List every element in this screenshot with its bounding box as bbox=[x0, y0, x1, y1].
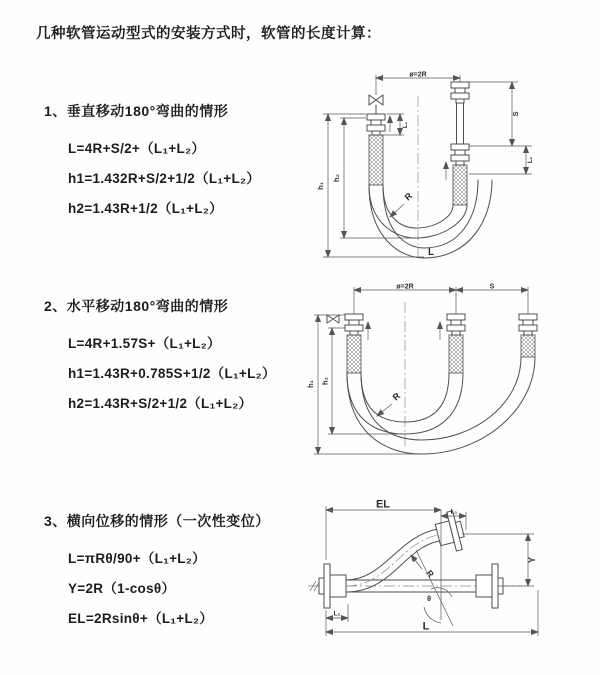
dim-label-h1: h₁ bbox=[316, 182, 325, 190]
section-lateral-displacement bbox=[44, 511, 270, 634]
formula-line: Y=2R（1-cosθ） bbox=[68, 581, 176, 596]
length-label: L bbox=[428, 247, 435, 258]
formula-line: h2=1.43R+1/2（L₁+L₂） bbox=[68, 201, 223, 216]
dim-label-l2: L₂ bbox=[528, 156, 534, 164]
hose-u-bend bbox=[369, 135, 492, 258]
formula-line: h1=1.432R+S/2+1/2（L₁+L₂） bbox=[68, 171, 261, 186]
dimension-labels bbox=[316, 72, 534, 259]
angle-label: θ bbox=[427, 594, 432, 603]
formula-line: EL=2Rsinθ+（L₁+L₂） bbox=[68, 611, 214, 626]
radius-label: R bbox=[402, 190, 415, 203]
dim-label-h2: h₂ bbox=[332, 174, 341, 182]
hose-u-bend bbox=[347, 335, 535, 454]
section-1-heading: 1、垂直移动180°弯曲的情形 bbox=[44, 103, 229, 119]
dim-label-h2: h₂ bbox=[320, 377, 330, 385]
braided-hose-section bbox=[449, 335, 463, 373]
radius-label: R bbox=[390, 390, 403, 403]
formula-line: L=πRθ/90+（L₁+L₂） bbox=[68, 551, 206, 566]
pipe-fittings bbox=[327, 314, 537, 335]
dim-label-span: ø=2R bbox=[409, 71, 427, 79]
dim-label-el: EL bbox=[375, 498, 391, 511]
dim-label-h1: h₁ bbox=[306, 380, 315, 388]
braided-hose-section bbox=[453, 165, 467, 205]
section-2-heading: 2、水平移动180°弯曲的情形 bbox=[44, 298, 229, 314]
length-label: L bbox=[422, 620, 430, 633]
valve-icon bbox=[327, 315, 339, 323]
braided-hose-section bbox=[369, 135, 383, 185]
radius-label: R bbox=[424, 568, 437, 580]
dim-label-l1: L₁ bbox=[450, 508, 458, 516]
dimension-lines bbox=[323, 75, 532, 257]
radius-leader bbox=[377, 404, 392, 416]
radius-leader bbox=[411, 555, 422, 569]
dim-label-span: ø=2R bbox=[396, 283, 414, 291]
diagram-vertical-180-bend bbox=[312, 70, 590, 262]
section-3-heading: 3、横向位移的情形（一次性变位） bbox=[44, 513, 270, 529]
formula-line: h2=1.43R+S/2+1/2（L₁+L₂） bbox=[68, 396, 253, 411]
braided-hose-section bbox=[521, 335, 535, 357]
flanges bbox=[319, 510, 503, 608]
dimension-labels bbox=[306, 284, 495, 403]
dim-label-l1: L₁ bbox=[403, 121, 409, 129]
diagram-lateral-displacement bbox=[298, 498, 600, 644]
formula-line: L=4R+S/2+（L₁+L₂） bbox=[68, 141, 206, 156]
diagram-horizontal-180-bend bbox=[306, 282, 600, 460]
section-horizontal-bend bbox=[44, 296, 276, 419]
page-title: 几种软管运动型式的安装方式时，软管的长度计算： bbox=[36, 26, 381, 42]
formula-line: L=4R+1.57S+（L₁+L₂） bbox=[68, 336, 221, 351]
valve-icon bbox=[369, 95, 383, 105]
dim-label-s: S bbox=[511, 111, 520, 117]
dimension-labels bbox=[334, 499, 537, 633]
braided-hose-section bbox=[347, 335, 361, 373]
formula-line: h1=1.43R+0.785S+1/2（L₁+L₂） bbox=[68, 366, 276, 381]
section-vertical-bend bbox=[44, 101, 260, 224]
dim-label-y: Y bbox=[527, 556, 537, 564]
dim-label-l2: L₂ bbox=[333, 610, 341, 618]
dim-label-s: S bbox=[489, 283, 495, 291]
radius-leader bbox=[390, 204, 404, 217]
